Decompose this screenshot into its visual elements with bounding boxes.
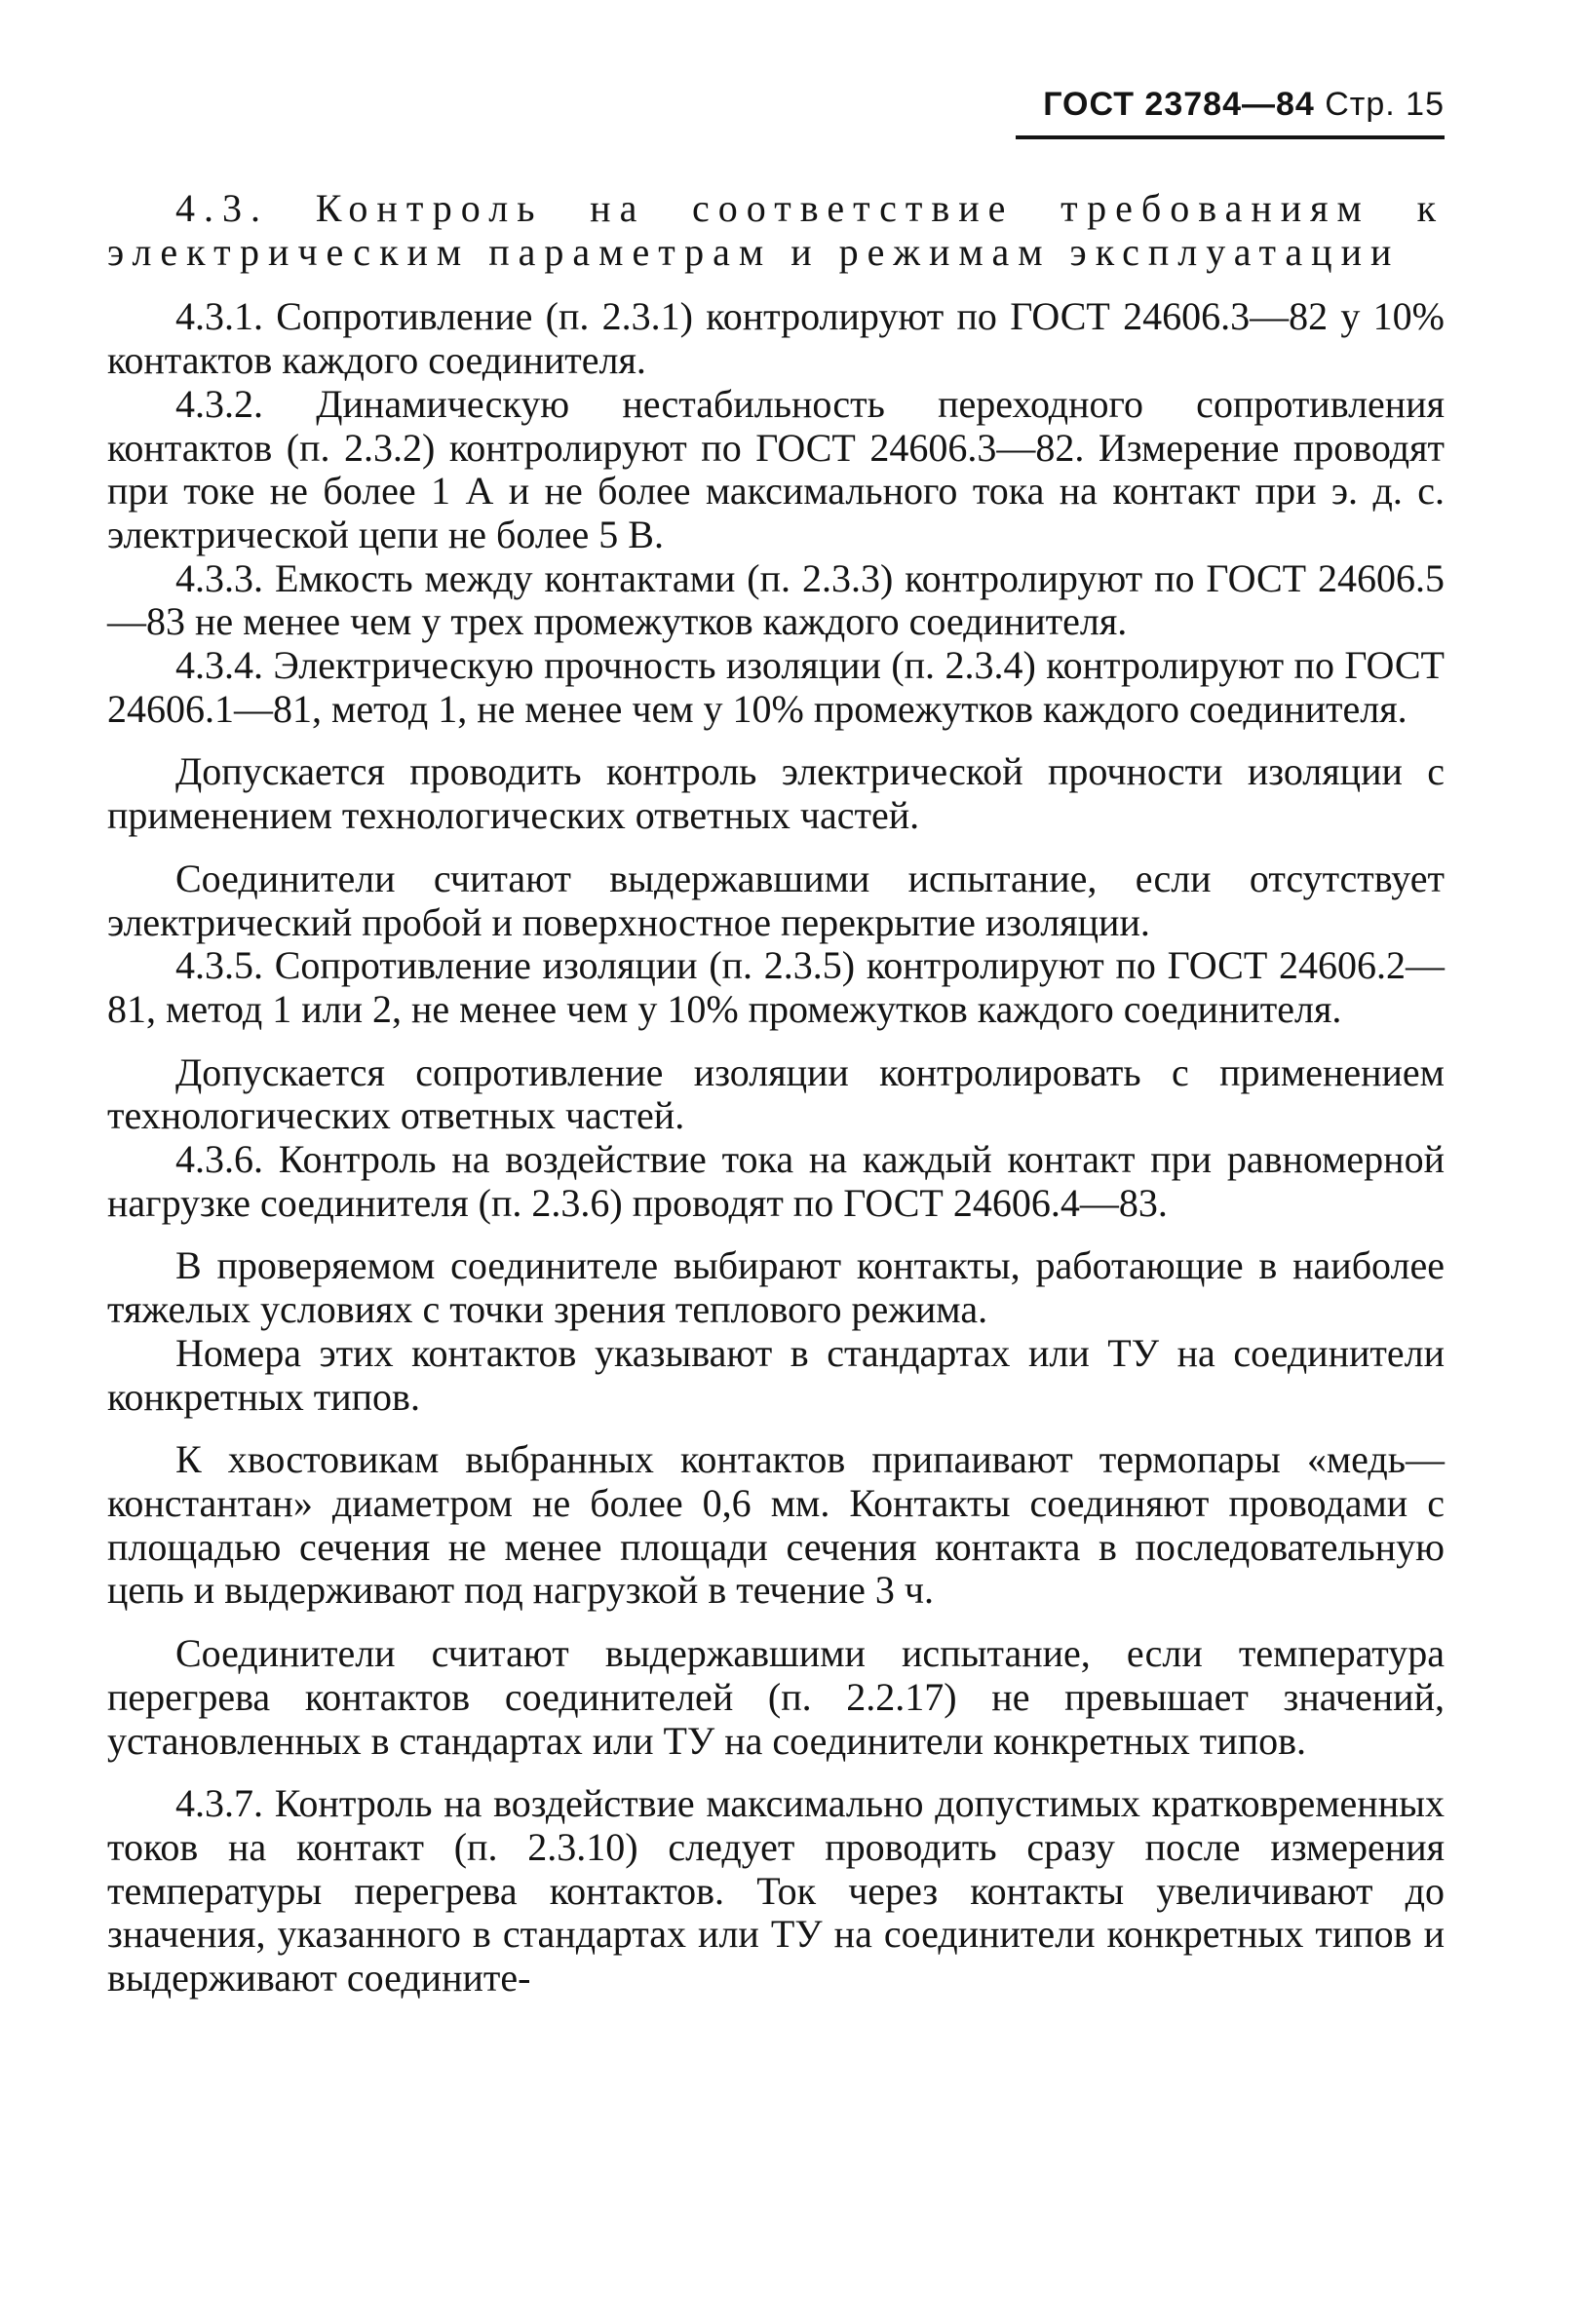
paragraph-4-3-2: 4.3.2. Динамическую нестабильность переходного сопротивления контактов (п. 2.3.2) контролируют по ГОСТ 24606.3—82. Измерение проводят при токе не более 1 А и не более максимального тока на контакт при э. д. с. электрической цепи не более 5 В. (107, 381, 1445, 556)
page-number: Стр. 15 (1325, 86, 1445, 123)
paragraph-4-3-6-note-2: Номера этих контактов указывают в стандартах или ТУ на соединители конкретных типов. (107, 1330, 1445, 1419)
paragraph-4-3-6-note-3: К хвостовикам выбранных контактов припаивают термопары «медь—константан» диаметром не более 0,6 мм. Контакты соединяют проводами с площадью сечения не менее площади сечения контакта в последовательную цепь и выдерживают под нагрузкой в течение 3 ч. (107, 1437, 1445, 1613)
paragraph-4-3-6-note-1: В проверяемом соединителе выбирают контакты, работающие в наиболее тяжелых условиях с точки зрения теплового режима. (107, 1243, 1445, 1332)
paragraph-4-3-5-note: Допускается сопротивление изоляции контролировать с применением технологических ответных частей. (107, 1049, 1445, 1138)
paragraph-4-3-5: 4.3.5. Сопротивление изоляции (п. 2.3.5) контролируют по ГОСТ 24606.2—81, метод 1 или 2, не менее чем у 10% промежутков каждого соединителя. (107, 943, 1445, 1031)
body-text (107, 187, 1445, 2000)
page-header (1016, 86, 1445, 139)
paragraph-4-3-4: 4.3.4. Электрическую прочность изоляции (п. 2.3.4) контролируют по ГОСТ 24606.1—81, метод 1, не менее чем у 10% промежутков каждого соединителя. (107, 643, 1445, 731)
paragraph-4-3-4-note-2: Соединители считают выдержавшими испытание, если отсутствует электрический пробой и поверхностное перекрытие изоляции. (107, 856, 1445, 944)
paragraph-4-3-6: 4.3.6. Контроль на воздействие тока на каждый контакт при равномерной нагрузке соединителя (п. 2.3.6) проводят по ГОСТ 24606.4—83. (107, 1137, 1445, 1225)
paragraph-4-3-1: 4.3.1. Сопротивление (п. 2.3.1) контролируют по ГОСТ 24606.3—82 у 10% контактов каждого соединителя. (107, 294, 1445, 383)
paragraph-4-3-3: 4.3.3. Емкость между контактами (п. 2.3.3) контролируют по ГОСТ 24606.5—83 не менее чем у трех промежутков каждого соединителя. (107, 555, 1445, 644)
paragraph-4-3-7: 4.3.7. Контроль на воздействие максимально допустимых кратковременных токов на контакт (п. 2.3.10) следует проводить сразу после измерения температуры перегрева контактов. Ток через контакты увеличивают до значения, указанного в стандартах или ТУ на соединители конкретных типов и выдерживают соедините- (107, 1781, 1445, 2000)
section-heading-4-3: 4.3. Контроль на соответствие требованиям к электрическим параметрам и режимам эксплуатации (107, 186, 1445, 274)
paragraph-4-3-6-note-4: Соединители считают выдержавшими испытание, если температура перегрева контактов соединителей (п. 2.2.17) не превышает значений, установленных в стандартах или ТУ на соединители конкретных типов. (107, 1631, 1445, 1763)
document-id: ГОСТ 23784—84 (1043, 86, 1315, 123)
paragraph-4-3-4-note-1: Допускается проводить контроль электрической прочности изоляции с применением технологических ответных частей. (107, 749, 1445, 838)
